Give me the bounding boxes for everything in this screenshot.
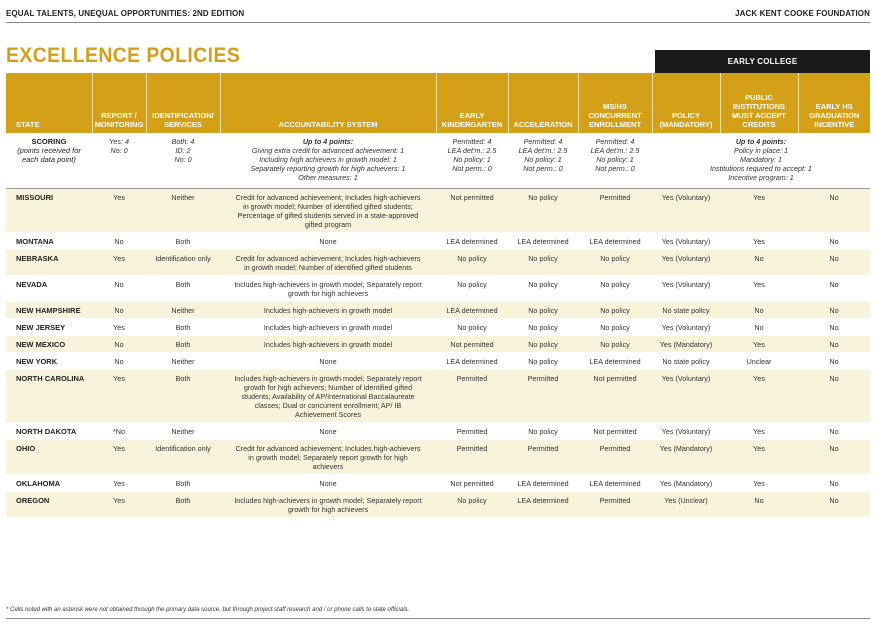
identification-cell: Both — [146, 276, 220, 302]
table-row — [6, 336, 870, 353]
policy-cell: Yes (Voluntary) — [652, 250, 720, 276]
report-title: EQUAL TALENTS, UNEQUAL OPPORTUNITIES: 2ND EDITION — [6, 8, 245, 18]
accountability-cell: Credit for advanced achievement; Includes high-achievers in growth model; Separately report growth for high achievers — [220, 440, 436, 475]
kindergarten-cell: LEA determined — [436, 302, 508, 319]
table-row — [6, 319, 870, 336]
column-header-row — [6, 73, 870, 133]
concurrent-cell: LEA determined — [578, 353, 652, 370]
accountability-cell: None — [220, 353, 436, 370]
accountability-cell: Includes high-achievers in growth model; Separately report growth for high achievers — [220, 492, 436, 518]
credits-cell: No — [720, 302, 798, 319]
identification-cell: Neither — [146, 302, 220, 319]
kindergarten-cell: Permitted — [436, 423, 508, 440]
state-cell: NORTH DAKOTA — [6, 423, 92, 440]
concurrent-cell: Permitted — [578, 189, 652, 233]
concurrent-cell: No policy — [578, 276, 652, 302]
top-rule — [6, 22, 870, 23]
col-identification: IDENTIFICATION/ SERVICES — [146, 73, 220, 133]
concurrent-cell: No policy — [578, 336, 652, 353]
scoring-sublabel: (points received for each data point) — [17, 146, 81, 164]
scoring-line: Not perm.: 0 — [523, 164, 563, 173]
state-cell: NEW YORK — [6, 353, 92, 370]
credits-cell: Yes — [720, 370, 798, 423]
report-cell: Yes — [92, 475, 146, 492]
scoring-line: ID: 2 — [175, 146, 191, 155]
table-row — [6, 276, 870, 302]
acceleration-cell: Permitted — [508, 440, 578, 475]
concurrent-cell: LEA determined — [578, 233, 652, 250]
state-cell: OREGON — [6, 492, 92, 518]
col-report: REPORT / MONITORING — [92, 73, 146, 133]
page-title: EXCELLENCE POLICIES — [6, 44, 241, 67]
table-row — [6, 492, 870, 518]
credits-cell: No — [720, 319, 798, 336]
state-cell: NEBRASKA — [6, 250, 92, 276]
credits-cell: Yes — [720, 233, 798, 250]
report-cell: No — [92, 353, 146, 370]
accountability-cell: None — [220, 233, 436, 250]
credits-cell: Yes — [720, 475, 798, 492]
accountability-cell: Credit for advanced achievement; Includes high-achievers in growth model; Number of identified gifted students; Percentage of gifted students served in a state-approved gifted program — [220, 189, 436, 233]
scoring-line: No: 0 — [174, 155, 192, 164]
acceleration-cell: LEA determined — [508, 492, 578, 518]
incentive-cell: No — [798, 319, 870, 336]
credits-cell: Unclear — [720, 353, 798, 370]
incentive-cell: No — [798, 189, 870, 233]
kindergarten-cell: Permitted — [436, 440, 508, 475]
credits-cell: Yes — [720, 276, 798, 302]
col-acceleration: ACCELERATION — [508, 73, 578, 133]
state-cell: NEW MEXICO — [6, 336, 92, 353]
scoring-line: No policy: 1 — [596, 155, 634, 164]
acceleration-cell: No policy — [508, 319, 578, 336]
report-cell: Yes — [92, 492, 146, 518]
state-cell: NEVADA — [6, 276, 92, 302]
incentive-cell: No — [798, 423, 870, 440]
report-cell: No — [92, 276, 146, 302]
state-cell: NEW JERSEY — [6, 319, 92, 336]
scoring-line: No: 0 — [110, 146, 128, 155]
policy-cell: Yes (Mandatory) — [652, 440, 720, 475]
incentive-cell: No — [798, 475, 870, 492]
incentive-cell: No — [798, 276, 870, 302]
accountability-cell: Includes high-achievers in growth model — [220, 302, 436, 319]
table-row — [6, 423, 870, 440]
report-cell: No — [92, 302, 146, 319]
accountability-cell: Includes high-achievers in growth model; Separately report growth for high achievers; Number of identified gifted students; Availability of AP/International Baccalaureate classes; Dual or concurrent enrollment; AP/ IB Achievement Scores — [220, 370, 436, 423]
scoring-accountability — [220, 133, 436, 189]
credits-cell: Yes — [720, 440, 798, 475]
scoring-row — [6, 133, 870, 189]
state-cell: NEW HAMPSHIRE — [6, 302, 92, 319]
acceleration-cell: No policy — [508, 302, 578, 319]
scoring-line: Institutions required to accept: 1 — [710, 164, 812, 173]
scoring-kindergarten — [436, 133, 508, 189]
scoring-early-college-head: Up to 4 points: — [735, 137, 787, 146]
incentive-cell: No — [798, 336, 870, 353]
table-row — [6, 189, 870, 233]
top-bar — [6, 4, 870, 22]
credits-cell: No — [720, 492, 798, 518]
identification-cell: Both — [146, 475, 220, 492]
footnote: * Cells noted with an asterisk were not obtained through the primary data source, but through project staff research and / or phone calls to state officials. — [6, 607, 410, 613]
accountability-cell: Credit for advanced achievement; Includes high-achievers in growth model; Number of identified gifted students — [220, 250, 436, 276]
policy-cell: No state policy — [652, 302, 720, 319]
scoring-accountability-head: Up to 4 points: — [302, 137, 354, 146]
kindergarten-cell: No policy — [436, 492, 508, 518]
accountability-cell: None — [220, 423, 436, 440]
scoring-line: Both: 4 — [171, 137, 195, 146]
table-row — [6, 353, 870, 370]
concurrent-cell: Permitted — [578, 492, 652, 518]
state-cell: NORTH CAROLINA — [6, 370, 92, 423]
identification-cell: Both — [146, 233, 220, 250]
incentive-cell: No — [798, 370, 870, 423]
identification-cell: Both — [146, 492, 220, 518]
identification-cell: Both — [146, 370, 220, 423]
credits-cell: Yes — [720, 189, 798, 233]
kindergarten-cell: Not permitted — [436, 189, 508, 233]
concurrent-cell: Permitted — [578, 440, 652, 475]
incentive-cell: No — [798, 440, 870, 475]
identification-cell: Identification only — [146, 440, 220, 475]
table-row — [6, 440, 870, 475]
scoring-line: No policy: 1 — [524, 155, 562, 164]
scoring-early-college-list — [654, 146, 868, 182]
table-row — [6, 475, 870, 492]
state-cell: OKLAHOMA — [6, 475, 92, 492]
scoring-line: Not perm.: 0 — [452, 164, 492, 173]
scoring-line: No policy: 1 — [453, 155, 491, 164]
credits-cell: Yes — [720, 423, 798, 440]
scoring-line: Separately reporting growth for high achievers: 1 — [250, 164, 406, 173]
scoring-acceleration — [508, 133, 578, 189]
scoring-line: Yes: 4 — [109, 137, 129, 146]
policy-cell: Yes (Unclear) — [652, 492, 720, 518]
accountability-cell: None — [220, 475, 436, 492]
policy-cell: No state policy — [652, 353, 720, 370]
scoring-line: Giving extra credit for advanced achievement: 1 — [251, 146, 405, 155]
identification-cell: Neither — [146, 189, 220, 233]
acceleration-cell: No policy — [508, 189, 578, 233]
state-cell: OHIO — [6, 440, 92, 475]
identification-cell: Identification only — [146, 250, 220, 276]
report-cell: Yes — [92, 440, 146, 475]
col-policy: POLICY (MANDATORY) — [652, 73, 720, 133]
incentive-cell: No — [798, 233, 870, 250]
table-row — [6, 233, 870, 250]
identification-cell: Both — [146, 336, 220, 353]
report-cell: Yes — [92, 370, 146, 423]
scoring-early-college — [652, 133, 870, 189]
policy-cell: Yes (Voluntary) — [652, 423, 720, 440]
policy-cell: Yes (Voluntary) — [652, 276, 720, 302]
scoring-report — [92, 133, 146, 189]
scoring-line: LEA det'm.: 2.5 — [518, 146, 568, 155]
scoring-identification — [146, 133, 220, 189]
credits-cell: No — [720, 250, 798, 276]
concurrent-cell: LEA determined — [578, 475, 652, 492]
kindergarten-cell: LEA determined — [436, 353, 508, 370]
acceleration-cell: No policy — [508, 423, 578, 440]
incentive-cell: No — [798, 492, 870, 518]
identification-cell: Neither — [146, 423, 220, 440]
kindergarten-cell: No policy — [436, 250, 508, 276]
kindergarten-cell: Permitted — [436, 370, 508, 423]
table-row — [6, 250, 870, 276]
scoring-concurrent — [578, 133, 652, 189]
col-concurrent: MS/HS CONCURRENT ENROLLMENT — [578, 73, 652, 133]
scoring-line: Including high achievers in growth model: 1 — [259, 155, 397, 164]
scoring-accountability-list — [222, 146, 434, 182]
col-incentive: EARLY HS GRADUATION INCENTIVE — [798, 73, 870, 133]
incentive-cell: No — [798, 353, 870, 370]
kindergarten-cell: Not permitted — [436, 475, 508, 492]
policy-cell: Yes (Mandatory) — [652, 475, 720, 492]
scoring-line: Mandatory: 1 — [740, 155, 782, 164]
identification-cell: Both — [146, 319, 220, 336]
policy-cell: Yes (Voluntary) — [652, 319, 720, 336]
scoring-line: Permitted: 4 — [523, 137, 563, 146]
identification-cell: Neither — [146, 353, 220, 370]
policy-cell: Yes (Voluntary) — [652, 370, 720, 423]
table-row — [6, 302, 870, 319]
early-college-group-header: EARLY COLLEGE — [655, 50, 870, 73]
col-state: STATE — [6, 73, 92, 133]
scoring-label-cell — [6, 133, 92, 189]
publisher-name: JACK KENT COOKE FOUNDATION — [735, 8, 870, 18]
acceleration-cell: No policy — [508, 353, 578, 370]
kindergarten-cell: Not permitted — [436, 336, 508, 353]
col-credits: PUBLIC INSTITUTIONS MUST ACCEPT CREDITS — [720, 73, 798, 133]
scoring-line: Permitted: 4 — [595, 137, 635, 146]
scoring-line: Policy in place: 1 — [734, 146, 788, 155]
accountability-cell: Includes high-achievers in growth model — [220, 319, 436, 336]
policy-cell: Yes (Voluntary) — [652, 233, 720, 250]
policy-cell: Yes (Voluntary) — [652, 189, 720, 233]
kindergarten-cell: No policy — [436, 319, 508, 336]
scoring-line: LEA det'm.: 2.5 — [447, 146, 497, 155]
policy-cell: Yes (Mandatory) — [652, 336, 720, 353]
scoring-line: LEA det'm.: 2.5 — [590, 146, 640, 155]
report-cell: No — [92, 336, 146, 353]
acceleration-cell: LEA determined — [508, 233, 578, 250]
scoring-label: SCORING — [31, 137, 67, 146]
acceleration-cell: LEA determined — [508, 475, 578, 492]
concurrent-cell: Not permitted — [578, 423, 652, 440]
report-cell: Yes — [92, 319, 146, 336]
accountability-cell: Includes high-achievers in growth model; Separately report growth for high achievers — [220, 276, 436, 302]
scoring-line: Incentive program: 1 — [728, 173, 794, 182]
report-cell: *No — [92, 423, 146, 440]
scoring-line: Permitted: 4 — [452, 137, 492, 146]
col-kindergarten: EARLY KINDERGARTEN — [436, 73, 508, 133]
incentive-cell: No — [798, 302, 870, 319]
kindergarten-cell: LEA determined — [436, 233, 508, 250]
report-cell: No — [92, 233, 146, 250]
report-cell: Yes — [92, 250, 146, 276]
concurrent-cell: No policy — [578, 319, 652, 336]
acceleration-cell: No policy — [508, 336, 578, 353]
acceleration-cell: No policy — [508, 276, 578, 302]
credits-cell: Yes — [720, 336, 798, 353]
col-accountability: ACCOUNTABILITY SYSTEM — [220, 73, 436, 133]
report-cell: Yes — [92, 189, 146, 233]
table-row — [6, 370, 870, 423]
bottom-rule — [6, 618, 870, 619]
accountability-cell: Includes high-achievers in growth model — [220, 336, 436, 353]
incentive-cell: No — [798, 250, 870, 276]
concurrent-cell: Not permitted — [578, 370, 652, 423]
excellence-policies-table — [6, 73, 870, 518]
scoring-line: Not perm.: 0 — [595, 164, 635, 173]
acceleration-cell: Permitted — [508, 370, 578, 423]
concurrent-cell: No policy — [578, 250, 652, 276]
acceleration-cell: No policy — [508, 250, 578, 276]
concurrent-cell: No policy — [578, 302, 652, 319]
state-cell: MONTANA — [6, 233, 92, 250]
state-cell: MISSOURI — [6, 189, 92, 233]
kindergarten-cell: No policy — [436, 276, 508, 302]
scoring-line: Other measures: 1 — [298, 173, 358, 182]
